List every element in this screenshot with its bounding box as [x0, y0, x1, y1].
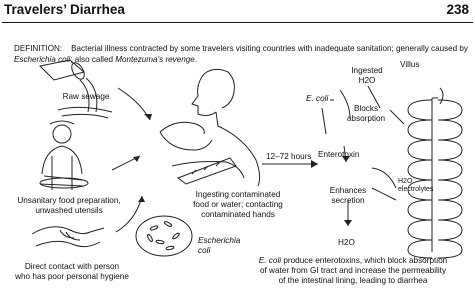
footer-caption	[236, 256, 470, 286]
bacteria-label	[198, 236, 240, 256]
e-coli-label: E. coli	[306, 94, 329, 103]
blocks-line-1: Blocks	[353, 104, 379, 113]
contact-line-1: Direct contact with person	[24, 262, 120, 271]
definition-text-3: .	[194, 55, 197, 64]
ingested-label: Ingested	[351, 66, 383, 75]
food-prep-line-2: unwashed utensils	[35, 206, 103, 215]
food-prep-label	[4, 196, 134, 216]
footer-line-3: of the intestinal lining, leading to diarrhea	[278, 276, 428, 285]
h2o-electrolytes-label	[398, 178, 433, 194]
definition-alias: Montezuma’s revenge	[115, 55, 195, 64]
ingested-h2o: H2O	[358, 76, 376, 85]
h2o-electrolytes-line-1: H2O	[398, 178, 413, 185]
cook-figure-icon	[40, 121, 88, 190]
blocks-absorption-label	[336, 104, 396, 124]
footer-organism: E. coli	[258, 256, 282, 265]
bacteria-cluster-icon	[136, 216, 192, 256]
enhances-line-2: secretion	[331, 196, 365, 205]
page-number: 238	[446, 2, 469, 17]
enhances-secretion-label	[318, 186, 378, 206]
h2o-electrolytes-line-2: electrolytes	[398, 186, 434, 193]
handshake-icon	[32, 227, 104, 247]
definition-organism: Escherichia coli	[14, 55, 71, 64]
ingestion-caption	[178, 190, 298, 220]
definition-label: DEFINITION:	[14, 44, 63, 53]
contact-label	[4, 262, 140, 282]
ingestion-line-1: Ingesting contaminated	[195, 190, 281, 199]
ingestion-line-3: contaminated hands	[201, 210, 275, 219]
raw-sewage-label: Raw sewage	[62, 92, 110, 101]
bacteria-label-line-1: Escherichia	[198, 236, 241, 245]
h2o-output-label: H2O	[338, 238, 355, 247]
footer-line-2: of water from GI tract and increase the permeability	[259, 266, 447, 275]
definition-text: Bacterial illness contracted by some travelers visiting countries with inadequate sanitation; generally caused by	[71, 44, 468, 53]
ingestion-line-2: food or water; contacting	[193, 200, 283, 209]
contact-line-2: who has poor personal hygiene	[15, 272, 129, 281]
villus-illustration-icon	[408, 88, 462, 258]
ingested-h2o-label	[340, 66, 394, 86]
blocks-line-2: absorption	[346, 114, 386, 123]
enterotoxin-label: Enterotoxin	[318, 150, 360, 159]
page-title: Travelers’ Diarrhea	[4, 2, 125, 17]
footer-line-1: produce enterotoxins, which block absorption	[281, 256, 448, 265]
definition-text-2: ; also called	[70, 55, 116, 64]
person-eating-icon	[160, 69, 260, 186]
villus-label: Villus	[400, 60, 420, 69]
bacteria-label-line-2: coli	[198, 246, 211, 255]
enhances-line-1: Enhances	[329, 186, 367, 195]
food-prep-line-1: Unsanitary food preparation,	[17, 196, 121, 205]
time-label: 12–72 hours	[266, 152, 312, 161]
sewage-pipe-icon	[40, 60, 112, 118]
